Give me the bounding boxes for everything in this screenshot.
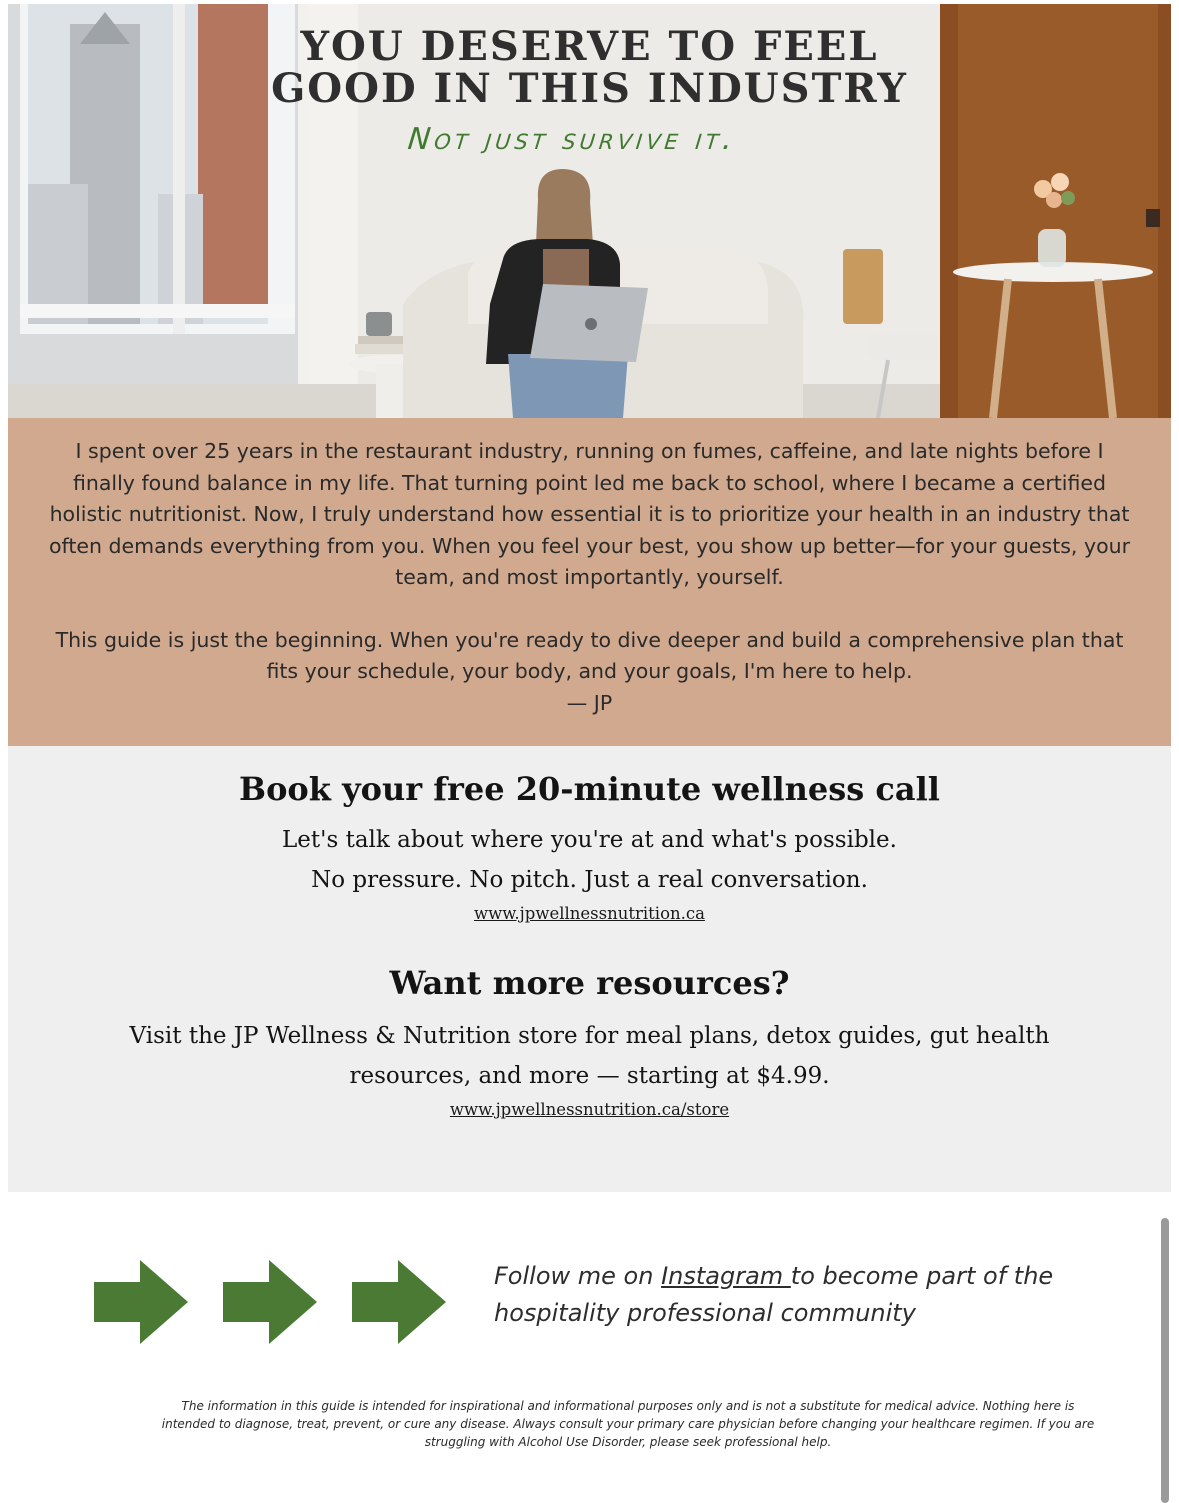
cta-section	[8, 746, 1171, 1192]
follow-instagram-text	[494, 1258, 1054, 1332]
hero-banner	[8, 4, 1171, 418]
resources-heading: Want more resources?	[389, 964, 790, 1002]
instagram-link[interactable]: Instagram	[661, 1262, 791, 1290]
book-line-2: No pressure. No pitch. Just a real conversation.	[311, 867, 868, 893]
arrow-right-icon	[94, 1260, 188, 1344]
store-link[interactable]: www.jpwellnessnutrition.ca/store	[449, 1100, 730, 1119]
about-paragraph-1: I spent over 25 years in the restaurant industry, running on fumes, caffeine, and late nights before I finally found balance in my life. That turning point led me back to school, where I became a certified holistic nutritionist. Now, I truly understand how essential it is to prioritize your health in an industry that often demands everything from you. When you feel your best, you show up better—for your guests, your team, and most importantly, yourself.	[48, 439, 1131, 589]
about-section	[8, 418, 1171, 746]
arrow-right-icon	[352, 1260, 446, 1344]
hero-title	[8, 23, 1171, 112]
follow-section	[8, 1192, 1171, 1502]
hero-title-line-1: YOU DESERVE TO FEEL	[300, 23, 879, 70]
book-line-1: Let's talk about where you're at and what's possible.	[282, 827, 897, 853]
arrow-right-icon	[223, 1260, 317, 1344]
book-heading: Book your free 20-minute wellness call	[239, 770, 940, 808]
follow-prefix: Follow me on	[494, 1262, 662, 1290]
scrollbar[interactable]	[1161, 1218, 1169, 1503]
hero-script-subtitle: Not just survive it.	[406, 122, 739, 157]
website-link[interactable]: www.jpwellnessnutrition.ca	[474, 904, 705, 923]
resources-text: Visit the JP Wellness & Nutrition store for meal plans, detox guides, gut health resources, and more — starting at $4.99.	[129, 1023, 1050, 1089]
about-signature: — JP	[566, 690, 613, 715]
about-paragraph-2: This guide is just the beginning. When you're ready to dive deeper and build a comprehensive plan that fits your schedule, your body, and your goals, I'm here to help.	[55, 627, 1124, 683]
follow-suffix: to become part of the hospitality professional community	[494, 1262, 1054, 1327]
guide-page	[8, 4, 1171, 1502]
medical-disclaimer: The information in this guide is intended for inspirational and informational purposes only and is not a substitute for medical advice. Nothing here is intended to diagnose, treat, prevent, or cure any disease. Always consult your primary care physician before changing your healthcare regimen. If you are struggling with Alcohol Use Disorder, please seek professional help.	[161, 1399, 1095, 1449]
hero-title-line-2: GOOD IN THIS INDUSTRY	[271, 65, 908, 112]
